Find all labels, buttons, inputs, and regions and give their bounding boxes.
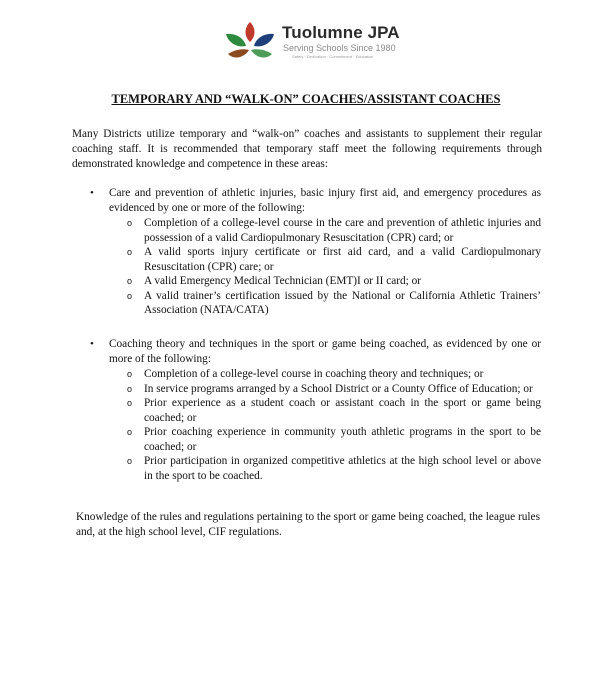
sub-bullet-marker: o (127, 276, 133, 286)
list-item (127, 367, 541, 382)
list-item-text: A valid trainer’s certification issued by the National or California Athletic Trainers’ Association (NATA/CATA) (144, 289, 541, 316)
list-item (127, 425, 541, 454)
intro-paragraph: Many Districts utilize temporary and “walk-on” coaches and assistants to supplement their regular coaching staff. It is recommended that temporary staff meet the following requirements through demonstrated knowledge and competence in these areas: (72, 128, 542, 170)
sub-list (127, 216, 541, 318)
list-item (127, 216, 541, 245)
list-item-text: In service programs arranged by a School District or a County Office of Education; or (144, 382, 533, 395)
list-item (127, 454, 541, 483)
sub-bullet-marker: o (127, 218, 133, 228)
logo-tagline: Serving Schools Since 1980 (283, 43, 396, 53)
sub-bullet-marker: o (127, 456, 133, 466)
section-heading-text: Coaching theory and techniques in the sport or game being coached, as evidenced by one or more of the following: (109, 338, 541, 365)
list-item-text: A valid sports injury certificate or first aid card, and a valid Cardiopulmonary Resuscitation (CPR) care; or (144, 246, 541, 273)
list-item-text: Completion of a college-level course in coaching theory and techniques; or (144, 368, 484, 380)
logo-name: Tuolumne JPA (282, 23, 400, 42)
section-heading-text: Care and prevention of athletic injuries, basic injury first aid, and emergency procedures as evidenced by one or more of the following: (109, 187, 541, 214)
sub-bullet-marker: o (127, 290, 133, 301)
list-item-text: Prior participation in organized competitive athletics at the high school level or above in the sport to be coached. (144, 455, 541, 482)
list-item-text: Completion of a college-level course in the care and prevention of athletic injuries and possession of a valid Cardiopulmonary Resuscitation (CPR) card; or (144, 217, 541, 244)
sub-bullet-marker: o (127, 398, 133, 408)
lotus-leaves-icon (222, 20, 278, 64)
bullet-marker: • (90, 187, 94, 199)
closing-paragraph: Knowledge of the rules and regulations pertaining to the sport or game being coached, the league rules and, at the high school level, CIF regulations. (76, 511, 540, 538)
list-item-text: Prior coaching experience in community youth athletic programs in the sport to be coached; or (144, 426, 541, 453)
list-item (127, 396, 541, 425)
sub-bullet-marker: o (127, 369, 133, 379)
bullet-marker: • (90, 338, 94, 350)
logo-subline: Safety · Dedication · Commitment · Education (292, 54, 374, 59)
document-title: TEMPORARY AND “WALK-ON” COACHES/ASSISTANT COACHES (111, 92, 501, 106)
list-item-text: Prior experience as a student coach or assistant coach in the sport or game being coached; or (144, 397, 541, 424)
sub-list (127, 367, 541, 483)
sub-bullet-marker: o (127, 427, 133, 437)
sub-bullet-marker: o (127, 247, 133, 257)
list-item (127, 289, 541, 318)
list-item (127, 274, 541, 289)
sub-bullet-marker: o (127, 383, 133, 394)
logo (222, 20, 402, 70)
list-item (127, 382, 541, 397)
list-item (127, 245, 541, 274)
list-item-text: A valid Emergency Medical Technician (EMT)I or II card; or (144, 275, 422, 287)
